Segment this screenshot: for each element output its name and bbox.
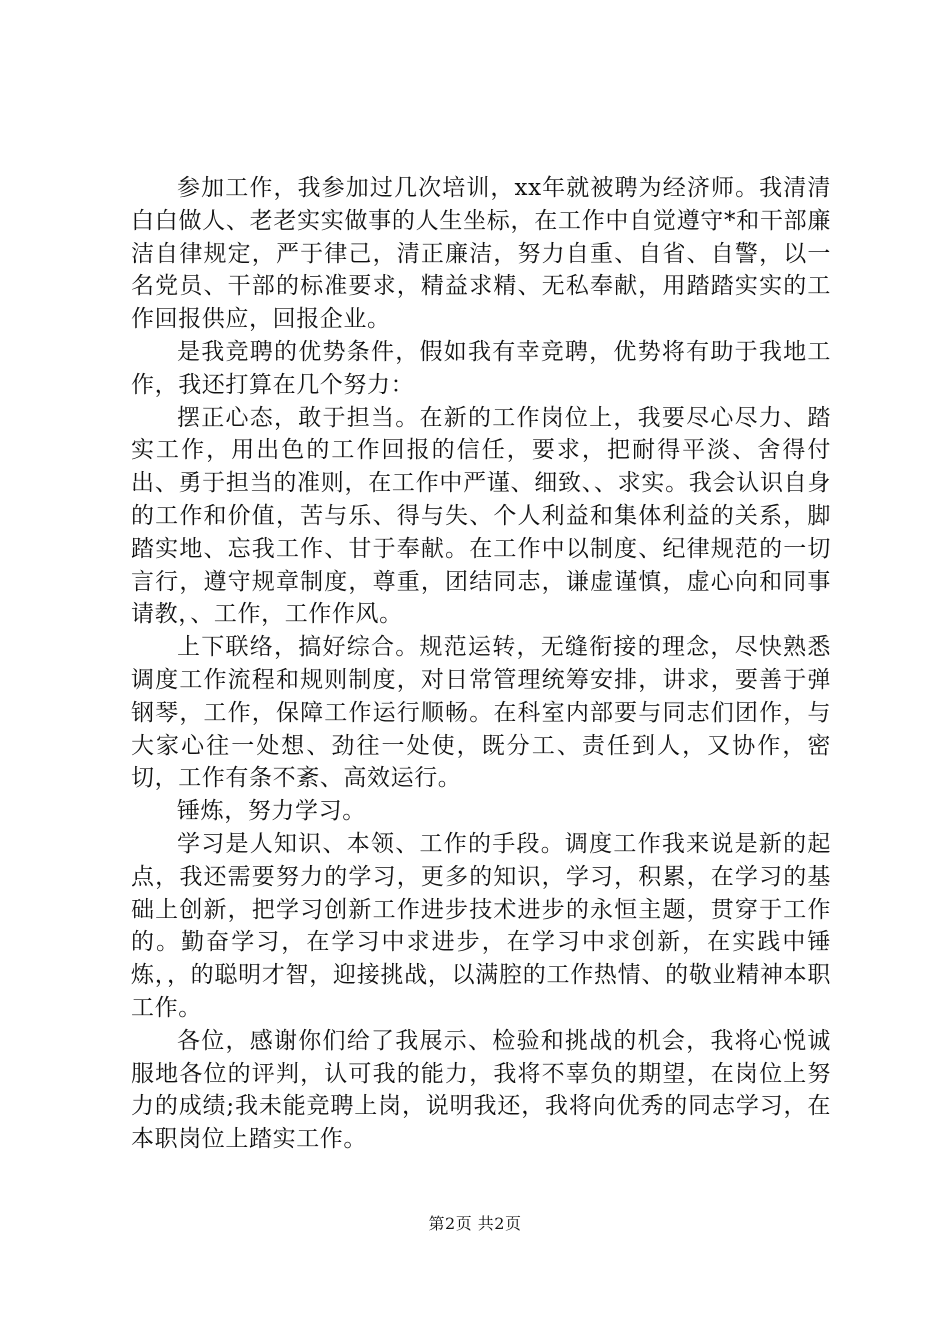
paragraph-1: 参加工作，我参加过几次培训，xx年就被聘为经济师。我清清白白做人、老老实实做事的人生坐标，在工作中自觉遵守*和干部廉洁自律规定，严于律己，清正廉洁，努力自重、自省、自警，以一名党员、干部的标准要求，精益求精、无私奉献，用踏踏实实的工作回报供应，回报企业。 (131, 175, 831, 333)
paragraph-5: 锤炼，努力学习。 (177, 798, 366, 825)
paragraph-2: 是我竞聘的优势条件，假如我有幸竞聘，优势将有助于我地工作，我还打算在几个努力： (131, 338, 831, 398)
paragraph-7: 各位，感谢你们给了我展示、检验和挑战的机会，我将心悦诚服地各位的评判，认可我的能力，我将不辜负的期望，在岗位上努力的成绩;我未能竞聘上岗，说明我还，我将向优秀的同志学习，在本职岗位上踏实工作。 (131, 1027, 831, 1153)
document-body (131, 172, 831, 1156)
paragraph-3: 摆正心态，敢于担当。在新的工作岗位上，我要尽心尽力、踏实工作，用出色的工作回报的信任，要求，把耐得平淡、舍得付出、勇于担当的准则，在工作中严谨、细致、、求实。我会认识自身的工作和价值，苦与乐、得与失、个人利益和集体利益的关系，脚踏实地、忘我工作、甘于奉献。在工作中以制度、纪律规范的一切言行，遵守规章制度，尊重，团结同志，谦虚谨慎，虚心向和同事请教，、工作，工作作风。 (131, 404, 831, 628)
paragraph-4: 上下联络，搞好综合。规范运转，无缝衔接的理念，尽快熟悉调度工作流程和规则制度，对日常管理统筹安排，讲求，要善于弹钢琴，工作，保障工作运行顺畅。在科室内部要与同志们团作，与大家心往一处想、劲往一处使，既分工、责任到人，又协作，密切，工作有条不紊、高效运行。 (131, 634, 831, 792)
paragraph-6: 学习是人知识、本领、工作的手段。调度工作我来说是新的起点，我还需要努力的学习，更多的知识，学习，积累，在学习的基础上创新，把学习创新工作进步技术进步的永恒主题，贯穿于工作的。勤奋学习，在学习中求进步，在学习中求创新，在实践中锤炼，，的聪明才智，迎接挑战，以满腔的工作热情、的敬业精神本职工作。 (131, 830, 831, 1021)
page-number-footer: 第2页 共2页 (428, 1214, 522, 1233)
